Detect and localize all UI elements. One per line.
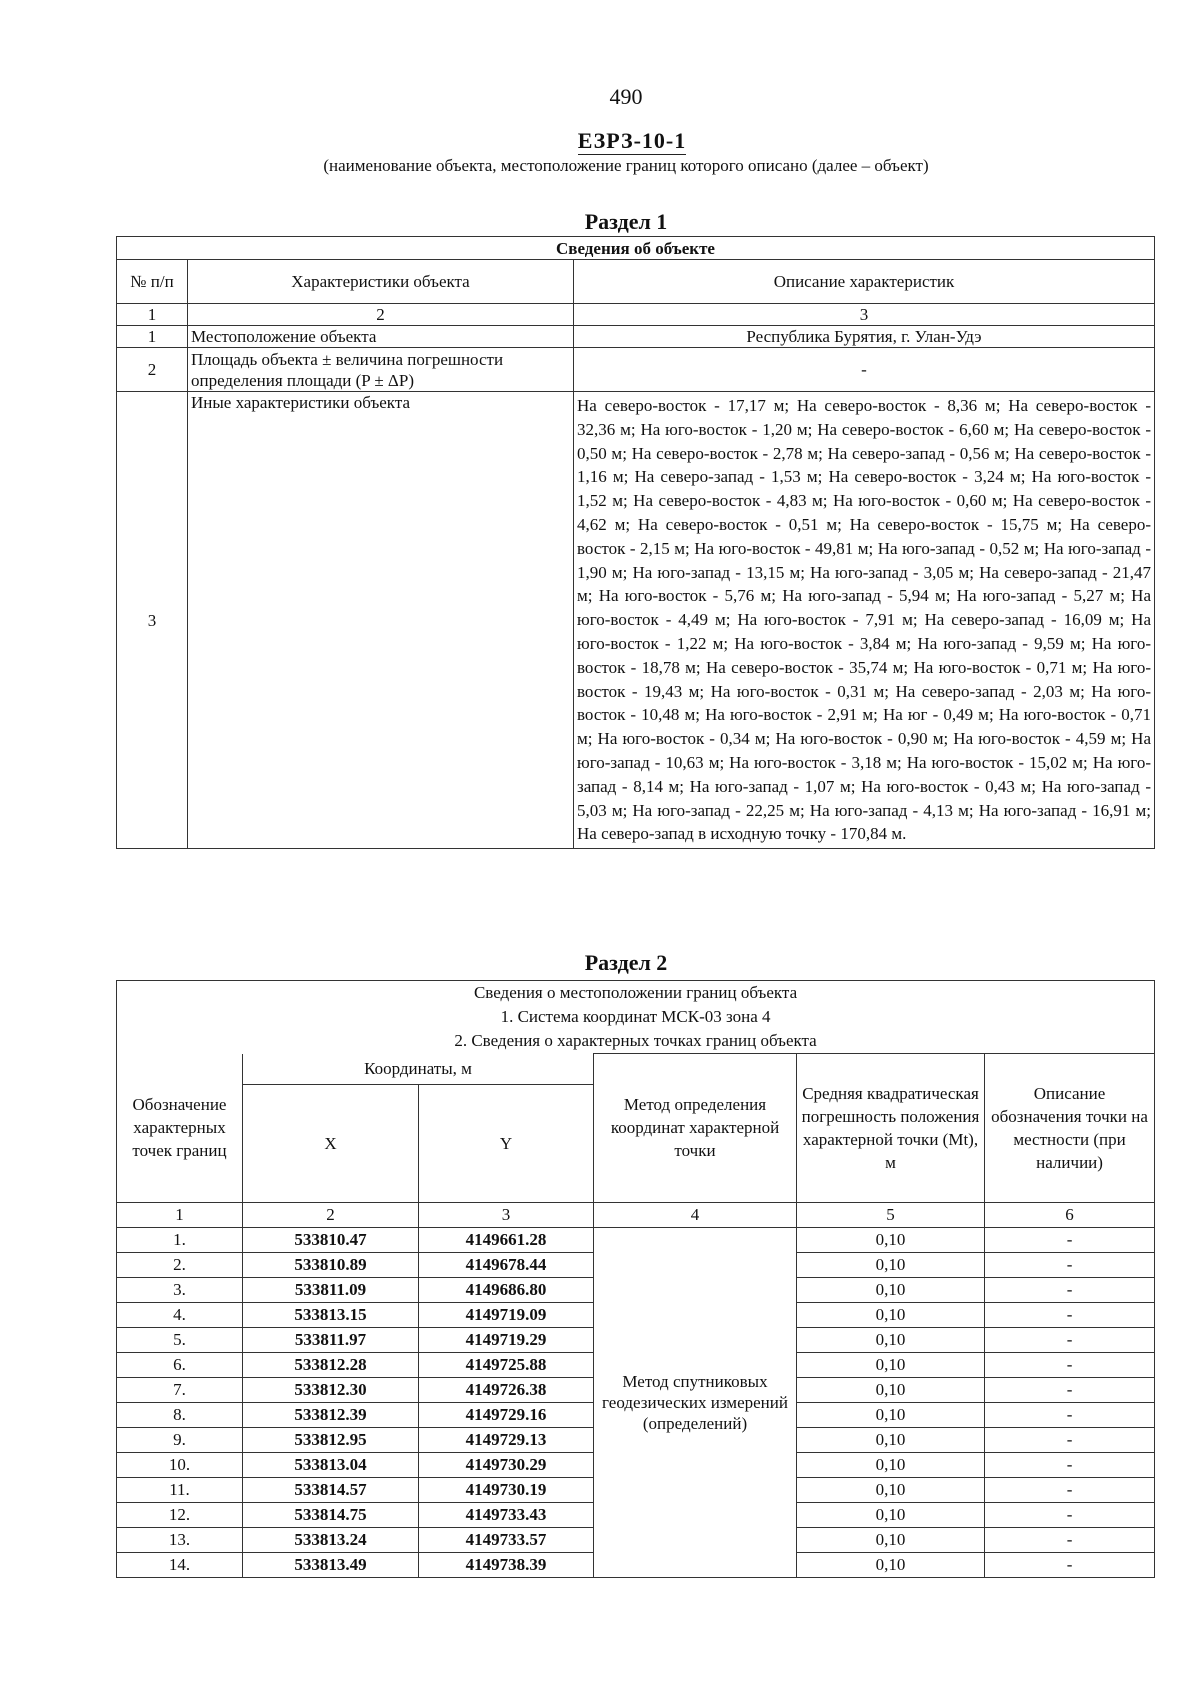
- point-description: -: [985, 1552, 1155, 1577]
- table-row: [117, 326, 1155, 348]
- intro-line: 2. Сведения о характерных точках границ объекта: [117, 1029, 1155, 1054]
- point-description: -: [985, 1252, 1155, 1277]
- point-mt: 0,10: [797, 1302, 985, 1327]
- point-mt: 0,10: [797, 1352, 985, 1377]
- object-caption: (наименование объекта, местоположение границ которого описано (далее – объект): [323, 156, 929, 175]
- column-number: 2: [188, 304, 574, 326]
- point-method: Метод спутниковых геодезических измерений (определений): [594, 1227, 797, 1577]
- point-y: 4149726.38: [419, 1377, 594, 1402]
- point-mt: 0,10: [797, 1252, 985, 1277]
- point-description: -: [985, 1352, 1155, 1377]
- column-header-y: Y: [419, 1084, 594, 1202]
- point-description: -: [985, 1302, 1155, 1327]
- object-info-table: [116, 236, 1155, 849]
- point-description: -: [985, 1427, 1155, 1452]
- column-number: 1: [117, 1202, 243, 1227]
- table-title: Сведения об объекте: [117, 237, 1155, 260]
- point-id: 8.: [117, 1402, 243, 1427]
- column-header-point: Обозначение характерных точек границ: [117, 1054, 243, 1203]
- point-id: 14.: [117, 1552, 243, 1577]
- point-mt: 0,10: [797, 1452, 985, 1477]
- point-mt: 0,10: [797, 1377, 985, 1402]
- point-id: 12.: [117, 1502, 243, 1527]
- table-row: [117, 392, 1155, 849]
- column-header-description: Описание обозначения точки на местности (при наличии): [985, 1054, 1155, 1203]
- point-description: -: [985, 1402, 1155, 1427]
- intro-line: 1. Система координат МСК-03 зона 4: [117, 1005, 1155, 1029]
- intro-line: Сведения о местоположении границ объекта: [117, 981, 1155, 1006]
- object-name: ЕЗРЗ-10-1: [577, 128, 687, 153]
- point-x: 533813.24: [243, 1527, 419, 1552]
- column-header-coords: Координаты, м: [243, 1054, 594, 1085]
- table-row: [117, 1227, 1155, 1252]
- point-x: 533810.89: [243, 1252, 419, 1277]
- point-id: 1.: [117, 1227, 243, 1252]
- point-id: 7.: [117, 1377, 243, 1402]
- row-number: 1: [117, 326, 188, 348]
- point-mt: 0,10: [797, 1552, 985, 1577]
- point-x: 533813.04: [243, 1452, 419, 1477]
- point-y: 4149686.80: [419, 1277, 594, 1302]
- column-header-method: Метод определения координат характерной точки: [594, 1054, 797, 1203]
- point-id: 2.: [117, 1252, 243, 1277]
- boundary-points-table: [116, 980, 1155, 1578]
- point-mt: 0,10: [797, 1327, 985, 1352]
- column-header-description: Описание характеристик: [574, 260, 1155, 304]
- column-number: 4: [594, 1202, 797, 1227]
- point-x: 533813.49: [243, 1552, 419, 1577]
- column-number: 2: [243, 1202, 419, 1227]
- point-mt: 0,10: [797, 1502, 985, 1527]
- point-mt: 0,10: [797, 1527, 985, 1552]
- column-number: 5: [797, 1202, 985, 1227]
- point-y: 4149725.88: [419, 1352, 594, 1377]
- point-y: 4149733.57: [419, 1527, 594, 1552]
- object-name-block: [275, 128, 989, 154]
- point-description: -: [985, 1377, 1155, 1402]
- row-value: Республика Бурятия, г. Улан-Удэ: [574, 326, 1155, 348]
- point-mt: 0,10: [797, 1277, 985, 1302]
- point-y: 4149661.28: [419, 1227, 594, 1252]
- point-y: 4149719.29: [419, 1327, 594, 1352]
- point-x: 533814.57: [243, 1477, 419, 1502]
- point-mt: 0,10: [797, 1227, 985, 1252]
- point-y: 4149733.43: [419, 1502, 594, 1527]
- point-y: 4149730.29: [419, 1452, 594, 1477]
- point-description: -: [985, 1527, 1155, 1552]
- column-header-num: № п/п: [117, 260, 188, 304]
- column-header-error: Средняя квадратическая погрешность положения характерной точки (Mt), м: [797, 1054, 985, 1203]
- row-number: 3: [117, 392, 188, 849]
- point-description: -: [985, 1452, 1155, 1477]
- page-number: 490: [609, 84, 643, 109]
- point-description: -: [985, 1227, 1155, 1252]
- point-y: 4149738.39: [419, 1552, 594, 1577]
- column-header-characteristic: Характеристики объекта: [188, 260, 574, 304]
- point-mt: 0,10: [797, 1477, 985, 1502]
- point-description: -: [985, 1477, 1155, 1502]
- point-mt: 0,10: [797, 1402, 985, 1427]
- point-x: 533812.30: [243, 1377, 419, 1402]
- point-y: 4149678.44: [419, 1252, 594, 1277]
- point-id: 6.: [117, 1352, 243, 1377]
- column-number: 1: [117, 304, 188, 326]
- point-description: -: [985, 1277, 1155, 1302]
- column-number: 3: [574, 304, 1155, 326]
- row-number: 2: [117, 348, 188, 392]
- point-x: 533813.15: [243, 1302, 419, 1327]
- point-description: -: [985, 1327, 1155, 1352]
- row-characteristic: Площадь объекта ± величина погрешности определения площади (P ± ΔP): [188, 348, 574, 392]
- point-id: 5.: [117, 1327, 243, 1352]
- point-y: 4149719.09: [419, 1302, 594, 1327]
- row-characteristic: Местоположение объекта: [188, 326, 574, 348]
- point-description: -: [985, 1502, 1155, 1527]
- point-id: 9.: [117, 1427, 243, 1452]
- point-x: 533814.75: [243, 1502, 419, 1527]
- point-x: 533811.09: [243, 1277, 419, 1302]
- row-value: -: [574, 348, 1155, 392]
- point-id: 3.: [117, 1277, 243, 1302]
- point-y: 4149729.16: [419, 1402, 594, 1427]
- column-number: 6: [985, 1202, 1155, 1227]
- point-id: 10.: [117, 1452, 243, 1477]
- row-characteristic: Иные характеристики объекта: [188, 392, 574, 849]
- point-id: 13.: [117, 1527, 243, 1552]
- point-x: 533810.47: [243, 1227, 419, 1252]
- point-id: 11.: [117, 1477, 243, 1502]
- section2-heading: Раздел 2: [584, 950, 668, 975]
- point-id: 4.: [117, 1302, 243, 1327]
- point-x: 533812.39: [243, 1402, 419, 1427]
- column-number: 3: [419, 1202, 594, 1227]
- table-row: [117, 348, 1155, 392]
- point-y: 4149729.13: [419, 1427, 594, 1452]
- column-header-x: X: [243, 1084, 419, 1202]
- point-y: 4149730.19: [419, 1477, 594, 1502]
- point-x: 533811.97: [243, 1327, 419, 1352]
- point-mt: 0,10: [797, 1427, 985, 1452]
- point-x: 533812.28: [243, 1352, 419, 1377]
- row-value: На северо-восток - 17,17 м; На северо-восток - 8,36 м; На северо-восток - 32,36 м; На юго-восток - 1,20 м; На северо-восток - 6,60 м; На северо-восток - 0,50 м; На северо-восток - 2,78 м; На северо-запад - 0,56 м; На северо-восток - 1,16 м; На северо-запад - 1,53 м; На северо-восток - 3,24 м; На юго-восток - 1,52 м; На северо-восток - 4,83 м; На юго-восток - 0,60 м; На северо-восток - 4,62 м; На северо-восток - 0,51 м; На северо-восток - 15,75 м; На северо-восток - 2,15 м; На юго-восток - 49,81 м; На юго-запад - 0,52 м; На юго-запад - 1,90 м; На юго-запад - 13,15 м; На юго-запад - 3,05 м; На северо-запад - 21,47 м; На юго-восток - 5,76 м; На юго-запад - 5,94 м; На юго-запад - 5,27 м; На юго-восток - 4,49 м; На юго-восток - 7,91 м; На северо-запад - 16,09 м; На юго-восток - 1,22 м; На юго-восток - 3,84 м; На юго-запад - 9,59 м; На юго-восток - 18,78 м; На северо-восток - 35,74 м; На юго-восток - 0,71 м; На юго-восток - 19,43 м; На юго-восток - 0,31 м; На северо-запад - 2,03 м; На юго-восток - 10,48 м; На юго-восток - 2,91 м; На юг - 0,49 м; На юго-восток - 0,71 м; На юго-восток - 0,34 м; На юго-восток - 0,90 м; На юго-восток - 4,59 м; На юго-запад - 10,63 м; На юго-восток - 3,18 м; На юго-восток - 15,02 м; На юго-запад - 8,14 м; На юго-запад - 1,07 м; На юго-восток - 0,43 м; На юго-запад - 5,03 м; На юго-запад - 22,25 м; На юго-запад - 4,13 м; На юго-запад - 16,91 м; На северо-запад в исходную точку - 170,84 м.: [574, 392, 1155, 849]
- point-x: 533812.95: [243, 1427, 419, 1452]
- section1-heading: Раздел 1: [584, 209, 668, 234]
